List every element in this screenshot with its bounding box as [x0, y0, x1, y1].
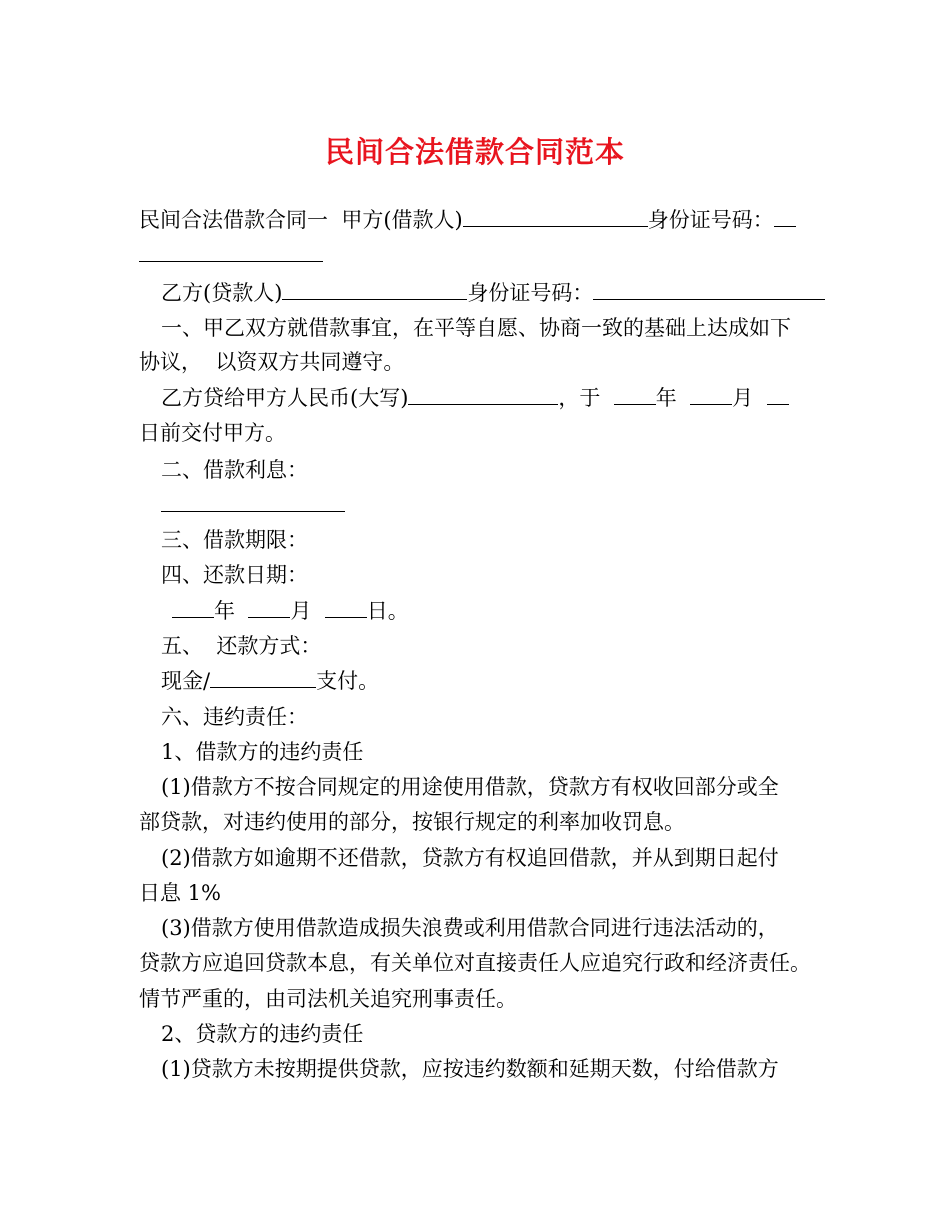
repay-month-blank[interactable]	[248, 598, 290, 618]
repay-day-blank[interactable]	[325, 598, 367, 618]
borrower-liability-2: (2)借款方如逾期不还借款，贷款方有权追回借款，并从到期日起付	[161, 846, 779, 870]
amount-label: 乙方贷给甲方人民币(大写)	[161, 386, 409, 410]
payment-suffix: 支付。	[316, 669, 380, 693]
amount-date-label: ，于	[558, 386, 608, 410]
clause-5-line: 五、 还款方式：	[161, 634, 322, 658]
clause-3-line: 三、借款期限：	[161, 528, 308, 552]
party-a-name-blank[interactable]	[463, 207, 648, 227]
lender-liability-1: (1)贷款方未按期提供贷款，应按违约数额和延期天数，付给借款方	[161, 1057, 779, 1081]
repay-day-label: 日。	[366, 599, 409, 623]
clause-6-line: 六、违约责任：	[161, 705, 308, 729]
party-b-id-label: 身份证号码：	[467, 281, 594, 305]
interest-blank[interactable]	[161, 492, 345, 512]
loan-day-blank[interactable]	[767, 385, 789, 405]
loan-year-blank[interactable]	[614, 385, 656, 405]
payment-method-blank[interactable]	[210, 668, 316, 688]
repay-month-label: 月	[290, 599, 319, 623]
borrower-liability-1-cont: 部贷款，对违约使用的部分，按银行规定的利率加收罚息。	[139, 810, 685, 834]
clause-4-line: 四、还款日期：	[161, 563, 308, 587]
party-a-label: 民间合法借款合同一 甲方(借款人)	[139, 208, 463, 232]
party-a-id-cont-line	[139, 240, 323, 270]
party-b-id-blank[interactable]	[593, 280, 825, 300]
party-b-name-blank[interactable]	[282, 280, 467, 300]
loan-month-label: 月	[732, 386, 760, 410]
borrower-liability-3-cont2: 情节严重的，由司法机关追究刑事责任。	[139, 987, 517, 1011]
party-a-id-label: 身份证号码：	[647, 208, 774, 232]
clause-2-line: 二、借款利息：	[161, 458, 308, 482]
party-b-line	[161, 278, 825, 308]
loan-month-blank[interactable]	[690, 385, 732, 405]
amount-line	[161, 383, 789, 413]
repay-year-label: 年	[214, 599, 242, 623]
party-a-id-blank-cont[interactable]	[139, 242, 323, 262]
borrower-liability-3: (3)借款方使用借款造成损失浪费或利用借款合同进行违法活动的，	[161, 916, 779, 940]
party-b-label: 乙方(贷款人)	[161, 281, 283, 305]
amount-cont: 日前交付甲方。	[139, 421, 286, 445]
interest-blank-line	[161, 490, 345, 520]
document-title: 民间合法借款合同范本	[324, 135, 625, 169]
borrower-liability-1: (1)借款方不按合同规定的用途使用借款，贷款方有权收回部分或全	[161, 775, 779, 799]
loan-year-label: 年	[655, 386, 684, 410]
repay-date-line	[172, 596, 409, 626]
borrower-liability-3-cont: 贷款方应追回贷款本息，有关单位对直接责任人应追究行政和经济责任。	[139, 951, 811, 975]
party-a-id-blank[interactable]	[774, 207, 796, 227]
payment-line	[161, 666, 379, 696]
borrower-liability-2-cont: 日息 1%	[139, 881, 221, 905]
amount-blank[interactable]	[408, 385, 558, 405]
clause-1-cont: 协议， 以资双方共同遵守。	[139, 350, 405, 374]
repay-year-blank[interactable]	[172, 598, 214, 618]
clause-1-line: 一、甲乙双方就借款事宜，在平等自愿、协商一致的基础上达成如下	[161, 316, 791, 340]
party-a-line	[139, 205, 796, 235]
payment-label: 现金/	[161, 669, 211, 693]
borrower-liability-heading: 1、借款方的违约责任	[161, 740, 364, 764]
lender-liability-heading: 2、贷款方的违约责任	[161, 1022, 364, 1046]
